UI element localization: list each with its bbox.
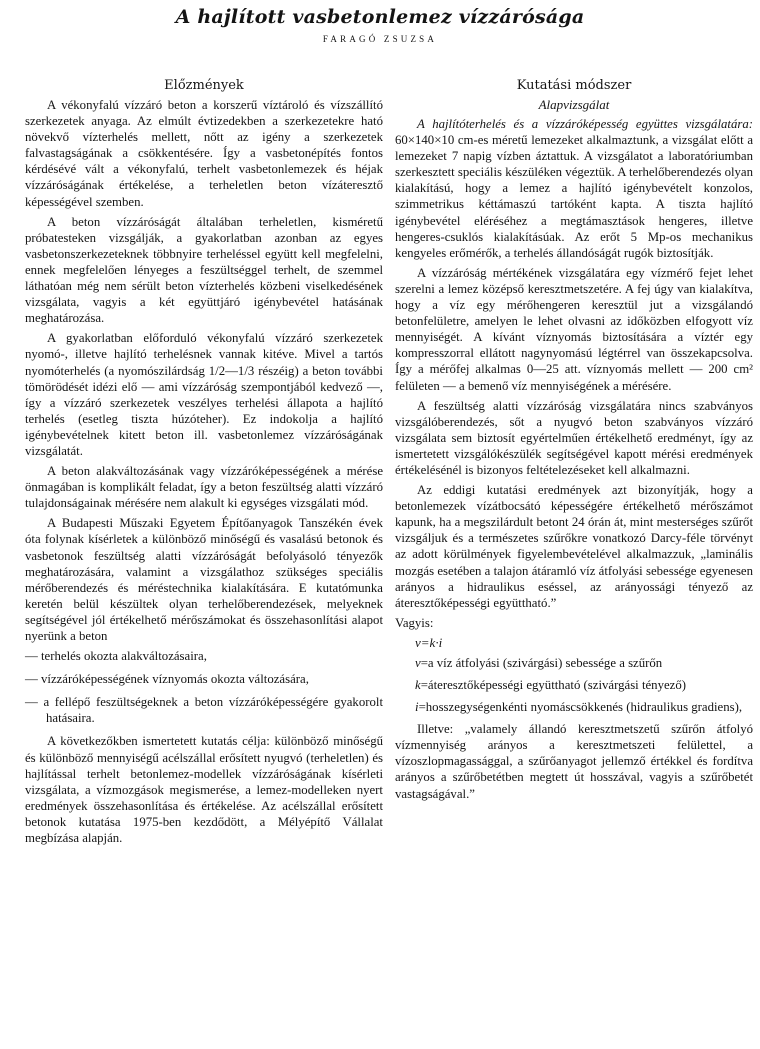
article-author: FARAGÓ ZSUZSA bbox=[322, 34, 438, 44]
left-column bbox=[25, 78, 383, 850]
paragraph-research-aim: A következőkben ismertetett kutatás célja: különböző minőségű és különböző mennyiségű acélszállal erősített nyugvó (terheletlen) és hajlítással terhelt betonlemez-modellek vízzáróságának kísérleti vizsgálata, a vízmozgások megismerése, a lemez-modelleken nyert eredmények összehasonlítása és értékelése. Az acélszállal erősített betonok kutatása 1975-ben kezdődött, a Mélyépítő Vállalat megbízása alapján. bbox=[25, 734, 383, 846]
paragraph bbox=[395, 116, 753, 261]
article-title: A hajlított vasbetonlemez vízzárósága bbox=[175, 6, 585, 28]
paragraph-closing-quote: Illetve: „valamely állandó keresztmetszetű szűrőn átfolyó vízmennyiség arányos a keresztmetszeti felülettel, a vízoszlopmagassággal, a szűrőanyagot jellemző értékkel és fordítva arányos a szűrőbetétben megtett út hosszával, vagyis a szűrőbetét vastagságával.” bbox=[395, 722, 753, 801]
paragraph-lead: A hajlítóterhelés és a vízzáróképesség együttes vizsgálatára: bbox=[417, 117, 753, 131]
list-item: — vízzáróképességének víznyomás okozta változására, bbox=[25, 672, 309, 687]
definition-symbol: i bbox=[415, 700, 419, 715]
subsection-heading: Alapvizsgálat bbox=[538, 97, 610, 112]
darcy-formula: v=k·i bbox=[415, 634, 443, 650]
definition-item bbox=[415, 677, 753, 693]
right-column bbox=[395, 78, 753, 806]
definition-text: =hosszegységenkénti nyomáscsökkenés (hidraulikus gradiens), bbox=[418, 700, 743, 715]
paragraph: A vékonyfalú vízzáró beton a korszerű víztároló és vízszállító szerkezetek anyaga. Az elmúlt évtizedekben a szerkezetekre ható növekvő vízterhelés mellett, nőtt az igény a szerkezetek falvastagságának a csökkentésére. Így a vasbetonépítés fontos kérdésévé vált a vékonyfalú, terhelt vasbetonlemezek és héjak vízzáróságának értékelése, a terheletlen beton vízáteresztő képességével szemben. bbox=[25, 98, 383, 209]
paragraph: A vízzáróság mértékének vizsgálatára egy vízmérő fejet lehet szerelni a lemez középső keresztmetszetére. A fej úgy van kialakítva, hogy a víz egy mérőhengeren keresztül jut a vizsgálandó betonfelületre, amelyen le lehet olvasni az időközben elfogyott víz mennyiségét. A kívánt víznyomás biztosítására a víztér egy kompresszorral ellátott nagynyomású légtérrel van összekapcsolva. Így a mérőfej alkalmas 0—25 att. víznyomás mellett — 200 cm² felületen — a bemenő víz mennyiségének a mérésére. bbox=[395, 265, 753, 393]
definition-item bbox=[415, 699, 753, 715]
section-heading-background: Előzmények bbox=[164, 78, 244, 93]
paragraph: A beton alakváltozásának vagy vízzáróképességének a mérése önmagában is komplikált feladat, így a beton feszültség alatti vízzáró tulajdonságainak mérésére nem alakult ki egységes vizsgálati mód. bbox=[25, 464, 383, 511]
list-item: — terhelés okozta alakváltozásaira, bbox=[25, 649, 207, 664]
definition-symbol: v bbox=[415, 655, 421, 670]
definition-text: =áteresztőképességi együttható (szivárgási tényező) bbox=[420, 678, 686, 692]
paragraph: A gyakorlatban előforduló vékonyfalú vízzáró szerkezetek nyomó-, illetve hajlító terhelésnek vannak kitéve. Mivel a tartós nyomóterhelés (a nyomószilárdság 1/2—1/3 részéig) a beton további tömörödését idézi elő — ami vízzáróság szempontjából kedvező —, így a vízzáró szerkezetek veszélyes terhelési állapota a hajlító terhelés (esetleg tiszta húzóteher). Ez indokolja a hajlító igénybevételnek kitett beton ill. vasbetonlemez vízzáróságának vizsgálatát. bbox=[25, 331, 383, 458]
section-heading-method: Kutatási módszer bbox=[516, 78, 632, 93]
definition-text: =a víz átfolyási (szivárgási) sebessége a szűrőn bbox=[420, 655, 663, 670]
list-item: — a fellépő feszültségeknek a beton vízzáróképességére gyakorolt hatásaira. bbox=[25, 695, 383, 726]
paragraph: A beton vízzáróságát általában terheletlen, kisméretű próbatesteken vizsgálják, a gyakorlatban azonban az egyes vasbetonszerkezeteknek többnyire terheléssel együtt kell megfelelni, ennek megfelelően lényeges a feszültséggel terhelt, de szemmel láthatóan még nem sérült beton vízterhelés közbeni viselkedésének vizsgálata, vagyis a két együttjáró igénybevétel hatásának meghatározása. bbox=[25, 214, 383, 326]
vagyis-label: Vagyis: bbox=[395, 615, 434, 630]
definition-item bbox=[415, 655, 753, 671]
dash-list bbox=[25, 648, 383, 726]
paragraph: Az eddigi kutatási eredmények azt bizonyítják, hogy a betonlemezek vízátbocsátó képességére értékelhető mérőszámot kapunk, ha a megszilárdult betont 24 órán át, mint mesterséges szűrőt vizsgáljuk és a természetes szűrőkre vonatkozó Darcy-féle törvényt az adott körülmények figyelembevételével alkalmazzuk, „laminális mozgás esetében a talajon átáramló víz átfolyási sebessége egyenesen arányos a hidraulikus eséssel, az arányossági tényező az áteresztőképességi együttható.” bbox=[395, 483, 753, 610]
formula-definitions bbox=[415, 655, 753, 715]
paragraph: A feszültség alatti vízzáróság vizsgálatára nincs szabványos vizsgálóberendezés, sőt a nyugvó beton szabványos vízzáró vizsgálata sem biztosít egyértelműen értékelhető eredményt, így az ismertetett vizsgálókészülék segítségével kapott mérési eredmények értékelésénél is bizonyos feltételezéseket kell alkalmazni. bbox=[395, 398, 753, 477]
paragraph: A Budapesti Műszaki Egyetem Építőanyagok Tanszékén évek óta folynak kísérletek a különböző minőségű és vasalású betonok és vasbetonok feszültség alatti vízzáróságát befolyásoló tényezők meghatározására, valamint a vizsgálathoz szükséges speciális mérőberendezés és méréstechnika kialakítására. E kutatómunka keretén belül készültek olyan terhelőberendezések, melyeknek segítségével jól értékelhető mérőszámokat és összehasonlítási alapot nyerünk a beton bbox=[25, 516, 383, 643]
paragraph-body: 60×140×10 cm-es méretű lemezeket alkalmaztunk, a vizsgálat előtt a lemezeket 7 napig vízben áztattuk. A vizsgálatot a laboratóriumban szerkesztett speciális készüléken végeztük. A terhelőberendezés olyan kialakítású, hogy a lemez a hajlító igénybevételt konzolos, szimmetrikus kéttámaszú tartóként kapta. A tiszta hajlító igénybevétel eléréséhez a megtámasztások hengeres, illetve hengeres-csuklós kialakításúak. Az erőt 5 Mp-os mechanikus kengyeles erőmérők, a terhelés állandóságát rugók biztosítják. bbox=[395, 133, 753, 260]
definition-symbol: k bbox=[415, 678, 421, 692]
